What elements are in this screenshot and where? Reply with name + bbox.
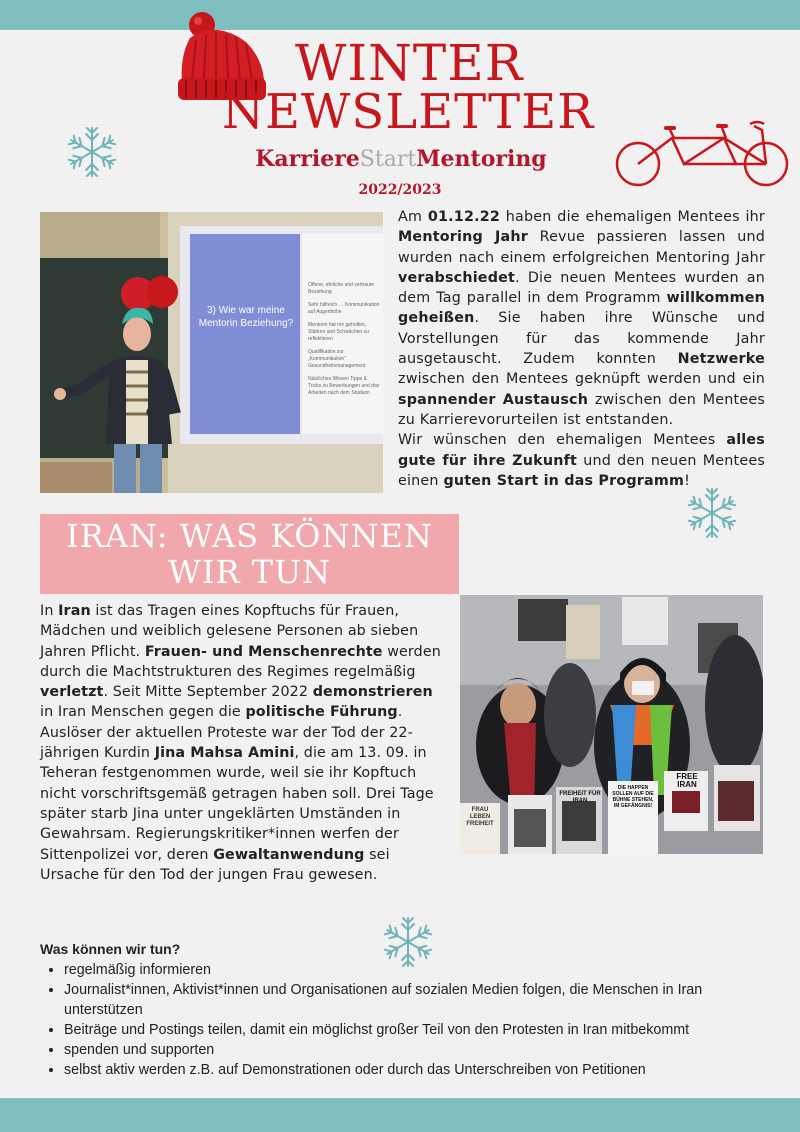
slide-bullet: Sehr hilfreich → Kommunikation auf Augenhöhe xyxy=(308,302,380,315)
top-band xyxy=(0,0,800,30)
intro-paragraph xyxy=(398,207,765,430)
text-run: Am xyxy=(398,209,428,225)
text-run: und den neuen Mentees einen xyxy=(398,452,765,489)
intro-text xyxy=(398,207,765,491)
what-can-we-do-heading: Was können wir tun? xyxy=(40,941,181,957)
text-run: ! xyxy=(684,472,691,489)
slide-bullet: Nützliches Wissen Tipps & Tricks zu Bewerbungen und das Arbeiten nach dem Studium xyxy=(308,376,380,396)
text-run: . Die neuen Mentees wurden an dem Tag parallel in dem Programm xyxy=(398,269,765,307)
brand-part-karriere: Karriere xyxy=(255,146,360,172)
text-run: ist das Tragen eines Kopftuchs für Frauen, Mädchen und weiblich gelesene Personen ab sieben Jahren Pflicht. xyxy=(40,603,419,660)
text-bold: Gewaltanwendung xyxy=(213,846,365,863)
text-run: zwischen den Mentees geknüpft werden und ein xyxy=(398,371,765,388)
sign-freiheit: FREIHEIT FÜR IRAN xyxy=(559,791,601,804)
iran-section-title: IRAN: WAS KÖNNEN WIR TUN xyxy=(66,517,433,591)
text-bold: verabschiedet xyxy=(398,269,516,286)
list-item: • selbst aktiv werden z.B. auf Demonstrationen oder durch das Unterschreiben von Petitionen xyxy=(64,1060,770,1080)
slide-bullet: Offene, ehrliche und vertraute Beziehung xyxy=(308,282,375,295)
slide-bullet: Qualifikation zur „Kommunikation“ Gesundheitsmanagement xyxy=(308,349,366,369)
text-bold: demonstrieren xyxy=(312,684,433,701)
slide-bullets xyxy=(308,282,380,397)
newsletter-year: 2022/2023 xyxy=(358,182,442,198)
text-run: Wir wünschen den ehemaligen Mentees xyxy=(398,432,727,449)
text-bold: Netzwerke xyxy=(677,351,765,368)
iran-section-banner xyxy=(40,514,459,594)
bottom-band xyxy=(0,1098,800,1132)
iran-paragraph xyxy=(40,601,450,723)
text-run: . Seit Mitte September 2022 xyxy=(103,684,313,701)
text-bold: Mentoring Jahr xyxy=(398,229,528,246)
snowflake-icon xyxy=(686,487,738,539)
title-newsletter: NEWSLETTER xyxy=(222,84,595,140)
text-run: , die am 13. 09. in Teheran festgenommen wurde, weil sie ihr Kopftuch nicht vorschriftsgemäß getragen haben soll. Drei Tage später starb Jina unter ungeklärten Umständen in Gewahrsam. Regierungskritiker*innen werfen der Sittenpolizei vor, deren xyxy=(40,745,434,863)
intro-wishes xyxy=(398,430,765,491)
slide-title: 3) Wie war meine Mentorin Beziehung? xyxy=(198,305,294,329)
text-run: Auslöser der aktuellen Proteste war der Tod der 22-jährigen Kurdin xyxy=(40,724,413,762)
text-run: zwischen den Mentees zu Karrierevorurteilen ist entstanden. xyxy=(398,391,765,428)
snowflake-icon xyxy=(66,126,118,178)
text-bold: spannender Austausch xyxy=(398,391,589,408)
text-run: werden durch die Machtstrukturen des Regimes regelmäßig xyxy=(40,643,441,680)
brand-part-mentoring: Mentoring xyxy=(416,146,547,172)
iran-text xyxy=(40,601,450,885)
text-bold: Iran xyxy=(58,603,91,619)
list-item: • spenden und supporten xyxy=(64,1040,770,1060)
text-run: Revue passieren lassen und wurden nach einem erfolgreichen Mentoring Jahr xyxy=(398,229,765,266)
text-bold: alles gute für ihre Zukunft xyxy=(398,432,765,469)
tandem-bicycle-icon xyxy=(614,116,790,188)
sign-free-iran: FREE IRAN xyxy=(676,772,698,789)
program-name xyxy=(236,146,566,172)
sign-buehne: DIE HAPPEN SOLLEN AUF DIE BÜHNE STEHEN, IM GEFÄNGNIS! xyxy=(612,785,654,809)
protest-scene xyxy=(460,595,763,854)
what-can-we-do xyxy=(40,941,770,1080)
text-bold: Jina Mahsa Amini xyxy=(154,745,295,762)
protest-photo xyxy=(460,595,763,854)
text-run: in Iran Menschen gegen die xyxy=(40,704,246,721)
text-run: sei Ursache für den Tod der jungen Frau gewesen. xyxy=(40,846,390,883)
text-run: . Sie haben ihre Wünsche und Vorstellungen für das kommende Jahr ausgetauscht. Zudem konnten xyxy=(398,310,765,368)
text-bold: politische Führung xyxy=(245,704,398,721)
text-bold: guten Start in das Programm xyxy=(443,472,685,489)
sign-frau-leben: FRAU LEBEN FREIHEIT xyxy=(466,807,494,827)
list-item: • Beiträge und Postings teilen, damit ein möglichst großer Teil von den Protesten in Iran mitbekommt xyxy=(64,1020,770,1040)
iran-paragraph xyxy=(40,723,450,885)
brand-part-start: Start xyxy=(359,147,417,172)
title-winter: WINTER xyxy=(295,34,524,92)
text-bold: verletzt xyxy=(40,684,104,701)
list-item: • regelmäßig informieren xyxy=(64,960,770,980)
action-list xyxy=(40,960,770,1080)
text-run: haben die ehemaligen Mentees ihr xyxy=(500,209,765,225)
list-item: • Journalist*innen, Aktivist*innen und Organisationen auf sozialen Medien folgen, die Menschen in Iran unterstützen xyxy=(64,980,770,1020)
text-run: . xyxy=(397,704,403,721)
text-run: In xyxy=(40,603,59,619)
text-bold: willkommen geheißen xyxy=(398,290,765,327)
presentation-photo xyxy=(40,212,383,493)
slide-bullet: Mentorin hat mir geholfen, Stärken und Schwächen zu reflektieren xyxy=(308,322,369,342)
text-bold: Frauen- und Menschenrechte xyxy=(144,643,383,660)
text-bold: 01.12.22 xyxy=(427,209,501,225)
